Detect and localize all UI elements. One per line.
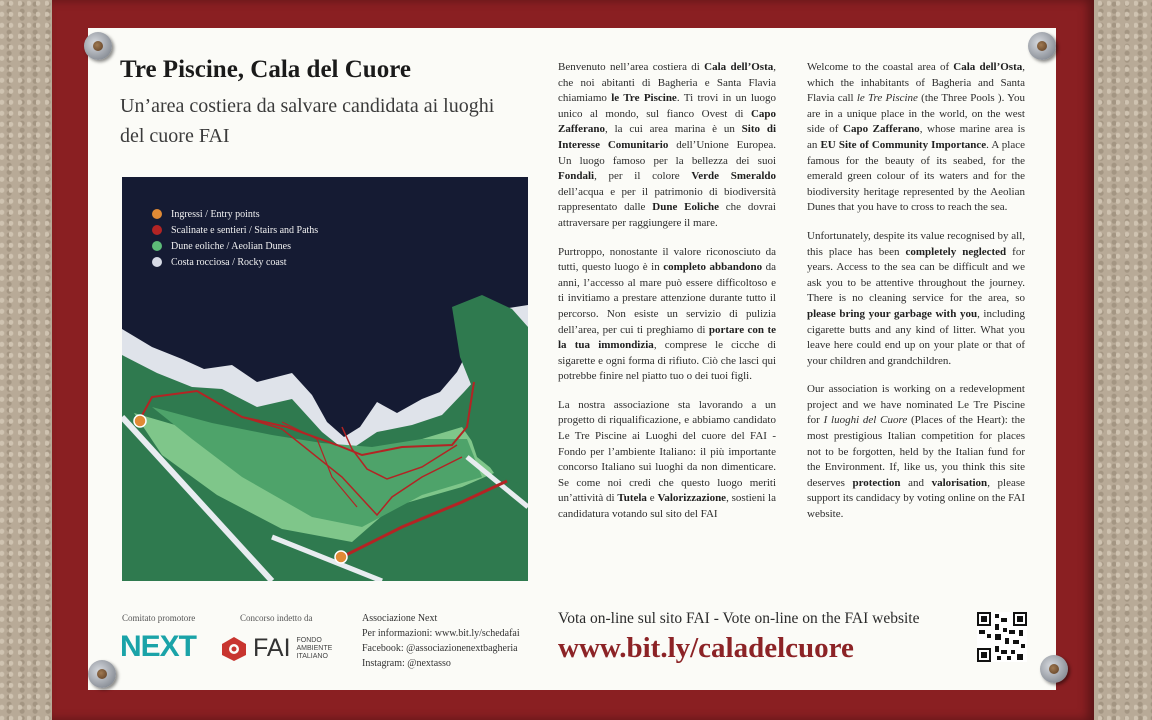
body-text: Benvenuto nell’area costiera di bbox=[558, 61, 705, 73]
body-text: Welcome to the coastal area of bbox=[807, 61, 954, 73]
english-paragraph bbox=[807, 60, 1025, 216]
body-text: and bbox=[900, 476, 932, 489]
bold-text: Cala dell’Osta bbox=[704, 61, 774, 73]
bold-text: please bring your garbage with you bbox=[807, 307, 978, 320]
legend-label: Costa rocciosa / Rocky coast bbox=[171, 256, 287, 268]
fai-sub-line: ITALIANO bbox=[296, 652, 328, 660]
body-text: (Places of the Heart): the most prestigious Italian competition for places not to be forgotten, held by the Italian fund for the Environment. If, like us, you think this site deserves bbox=[807, 414, 1025, 489]
body-text: , including cigarette butts and any kind of litter. What you leave here could end up on your plate or that of your children and grandchildren. bbox=[807, 307, 1025, 367]
body-text: da anni, l’accesso al mare può essere difficoltoso e ti invitiamo a prestare attenzione durante tutto il percorso. Non esiste un servizio di pulizia dell’area, per cui ti preghiamo di bbox=[558, 261, 776, 336]
body-text: . A place famous for the beauty of its seabed, for the emerald green colour of its waters and for the biodiversity heritage represented by the Aeolian Dunes that you have to cross to reach the sea. bbox=[807, 138, 1025, 214]
next-logo: NEXT bbox=[120, 630, 197, 663]
map-legend bbox=[152, 206, 318, 270]
fai-sub-line: FONDO bbox=[296, 636, 322, 644]
bold-text: Valorizzazione bbox=[657, 492, 727, 505]
fai-emblem-icon bbox=[221, 636, 247, 662]
fai-logo-text: FAI bbox=[253, 634, 291, 662]
body-text: La nostra associazione sta lavorando a un progetto di riqualificazione, e abbiamo candidato Le Tre Piscine ai Luoghi del cuore del FAI - Fondo per l’ambiente Italiano: il più importante concorso Italiano sui luoghi da non dimenticare. Se come noi credi che questo luogo meriti un’attività di bbox=[558, 398, 776, 505]
body-text: , la cui area marina è un bbox=[605, 123, 742, 136]
bold-text: portare con te la tua immondizia bbox=[558, 323, 776, 352]
legend-label: Ingressi / Entry points bbox=[171, 208, 260, 220]
bold-text: Cala dell’Osta bbox=[953, 61, 1023, 73]
body-text: , which the inhabitants of Bagheria and Santa Flavia call bbox=[807, 61, 1025, 105]
association-facebook: Facebook: @associazionenextbagheria bbox=[362, 643, 518, 654]
english-paragraph bbox=[807, 382, 1025, 522]
italian-text-column bbox=[558, 60, 776, 536]
body-text: , sostieni la candidatura votando sul sito del FAI bbox=[558, 492, 776, 521]
sign-subtitle: Un’area costiera da salvare candidata ai luoghi del cuore FAI bbox=[120, 95, 495, 147]
association-info-link: Per informazioni: www.bit.ly/schedafai bbox=[362, 628, 520, 639]
sign-title: Tre Piscine, Cala del Cuore bbox=[120, 56, 411, 83]
bold-text: Capo Zafferano bbox=[558, 107, 776, 136]
vote-line: Vota on-line sul sito FAI - Vote on-line on the FAI website bbox=[558, 610, 920, 627]
screw-top-left bbox=[84, 32, 112, 60]
body-text: . Ti trovi in un luogo unico al mondo, sul fianco Ovest di bbox=[558, 92, 777, 120]
legend-item-entry-points bbox=[152, 206, 318, 222]
body-text: for years. Access to the sea can be difficult and we ask you to be attentive throughout the journey. There is no cleaning service for the area, so bbox=[807, 245, 1026, 305]
bold-text: completely neglected bbox=[905, 245, 1007, 258]
italian-paragraph bbox=[558, 60, 776, 232]
bold-text: Capo Zafferano bbox=[843, 123, 920, 136]
body-text: che dovrai attraversare per raggiungere il mare. bbox=[558, 201, 776, 229]
italic-text: I luoghi del Cuore bbox=[823, 414, 908, 427]
legend-label: Scalinate e sentieri / Stairs and Paths bbox=[171, 224, 319, 236]
body-text: , comprese le cicche di sigarette e ogni forma di rifiuto. Ciò che lasci qui potrebbe finire nel piatto tuo o dei tuoi figli. bbox=[558, 339, 776, 383]
legend-label: Dune eoliche / Aeolian Dunes bbox=[171, 240, 291, 252]
body-text: Purtroppo, nonostante il valore riconosciuto da tutti, questo luogo è in bbox=[558, 245, 776, 274]
body-text: , whose marine area is an bbox=[807, 123, 1025, 151]
bold-text: completo abbandono bbox=[663, 261, 763, 274]
screw-bottom-right bbox=[1040, 655, 1068, 683]
bold-text: Sito di Interesse Comunitario bbox=[558, 123, 777, 151]
fai-logo-subtitle bbox=[297, 637, 333, 661]
fai-sub-line: AMBIENTE bbox=[296, 644, 333, 652]
bold-text: valorisation bbox=[931, 476, 988, 489]
english-paragraph bbox=[807, 229, 1025, 369]
italian-paragraph bbox=[558, 398, 776, 523]
english-text-column bbox=[807, 60, 1025, 536]
bold-text: Verde Smeraldo bbox=[691, 170, 776, 183]
contest-label: Concorso indetto da bbox=[240, 613, 313, 623]
body-text: Unfortunately, despite its value recognised by all, this place has been bbox=[807, 229, 1026, 258]
screw-bottom-left bbox=[88, 660, 116, 688]
body-text: (the Three Pools ). You are in a unique place in the world, on the west side of bbox=[807, 92, 1025, 136]
body-text: , please support its candidacy by voting online on the FAI website. bbox=[807, 476, 1025, 521]
bold-text: Fondali bbox=[558, 170, 595, 183]
coast-map bbox=[122, 177, 528, 581]
bold-text: Tutela bbox=[617, 492, 647, 505]
legend-swatch bbox=[152, 209, 162, 219]
bold-text: le Tre Piscine bbox=[611, 92, 677, 105]
association-instagram: Instagram: @nextasso bbox=[362, 658, 451, 669]
bold-text: protection bbox=[852, 476, 901, 489]
body-text: e bbox=[646, 492, 658, 505]
qr-code-icon bbox=[977, 612, 1027, 662]
body-text: , per il colore bbox=[594, 170, 692, 183]
legend-swatch bbox=[152, 257, 162, 267]
promoter-label: Comitato promotore bbox=[122, 613, 196, 623]
body-text: , che noi abitanti di Bagheria e Santa Flavia chiamiamo bbox=[558, 61, 776, 105]
association-info bbox=[362, 611, 520, 671]
fai-logo bbox=[221, 634, 332, 663]
vote-url: www.bit.ly/caladelcuore bbox=[558, 632, 854, 664]
legend-swatch bbox=[152, 225, 162, 235]
legend-item-rocky-coast bbox=[152, 254, 318, 270]
bold-text: Dune Eoliche bbox=[652, 201, 719, 214]
association-name: Associazione Next bbox=[362, 613, 438, 624]
legend-item-aeolian-dunes bbox=[152, 238, 318, 254]
body-text: Our association is working on a redevelopment project and we have nominated Le Tre Piscine for bbox=[807, 383, 1025, 427]
italic-text: le Tre Piscine bbox=[856, 92, 918, 105]
bold-text: EU Site of Community Importance bbox=[820, 138, 987, 151]
screw-top-right bbox=[1028, 32, 1056, 60]
body-text: dell’Unione Europea. Un luogo famoso per la bellezza dei suoi bbox=[558, 138, 776, 167]
italian-paragraph bbox=[558, 245, 776, 385]
legend-item-stairs-paths bbox=[152, 222, 318, 238]
legend-swatch bbox=[152, 241, 162, 251]
body-text: dell’acqua e per il patrimonio di biodiversità rappresentato dalle bbox=[558, 185, 776, 214]
